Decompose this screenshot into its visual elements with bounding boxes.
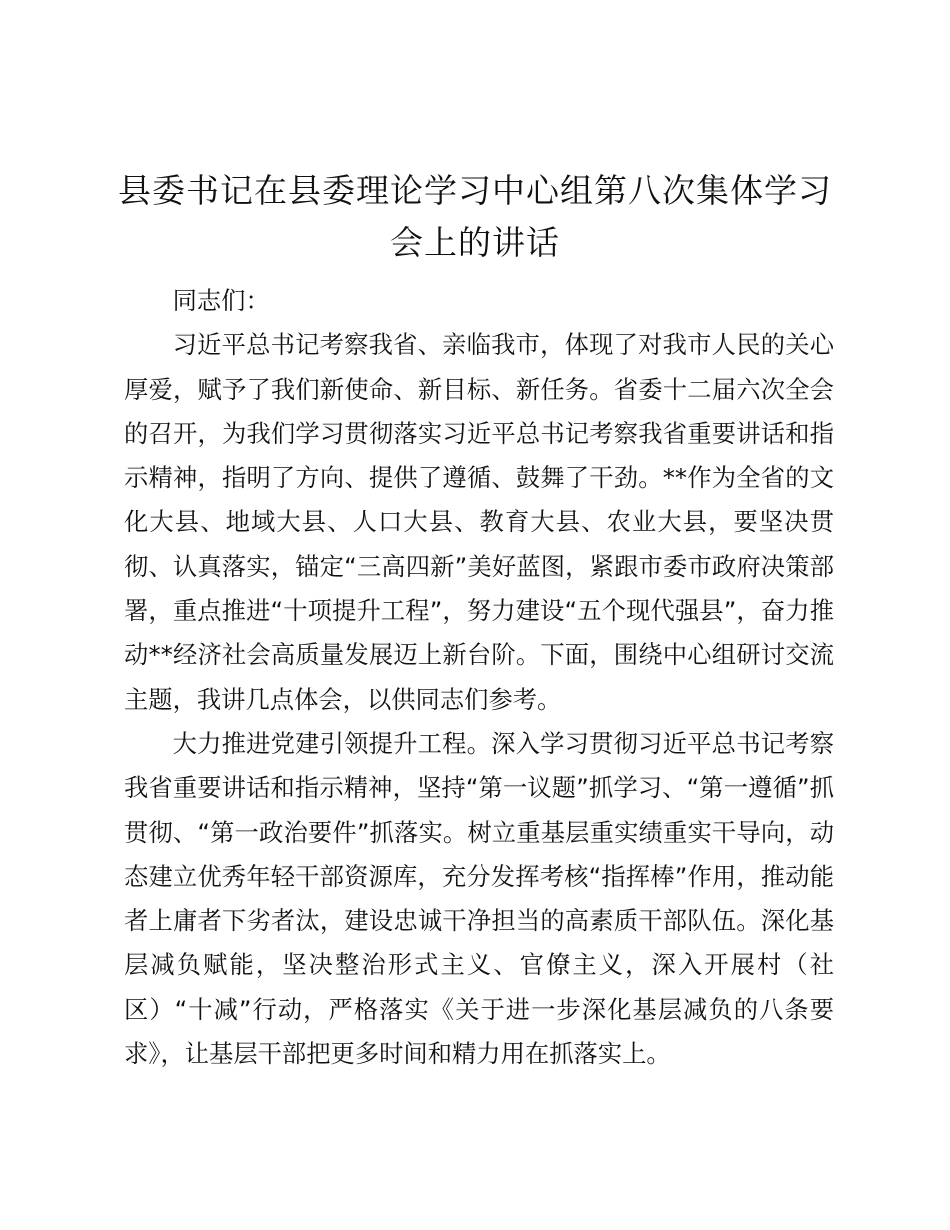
document-title: 县委书记在县委理论学习中心组第八次集体学习会上的讲话 bbox=[118, 171, 832, 262]
document-body bbox=[124, 279, 834, 1076]
paragraph-intro: 习近平总书记考察我省、亲临我市，体现了对我市人民的关心厚爱，赋予了我们新使命、新目标、新任务。省委十二届六次全会的召开，为我们学习贯彻落实习近平总书记考察我省重要讲话和指示精神，指明了方向、提供了遵循、鼓舞了干劲。**作为全省的文化大县、地域大县、人口大县、教育大县、农业大县，要坚决贯彻、认真落实，锚定“三高四新”美好蓝图，紧跟市委市政府决策部署，重点推进“十项提升工程”，努力建设“五个现代强县”，奋力推动**经济社会高质量发展迈上新台阶。下面，围绕中心组研讨交流主题，我讲几点体会，以供同志们参考。 bbox=[124, 330, 834, 714]
salutation: 同志们： bbox=[172, 286, 270, 315]
paragraph-party-building: 大力推进党建引领提升工程。深入学习贯彻习近平总书记考察我省重要讲话和指示精神，坚持“第一议题”抓学习、“第一遵循”抓贯彻、“第一政治要件”抓落实。树立重基层重实绩重实干导向，动态建立优秀年轻干部资源库，充分发挥考核“指挥棒”作用，推动能者上庸者下劣者汰，建设忠诚干净担当的高素质干部队伍。深化基层减负赋能，坚决整治形式主义、官僚主义，深入开展村（社区）“十减”行动，严格落实《关于进一步深化基层减负的八条要求》，让基层干部把更多时间和精力用在抓落实上。 bbox=[124, 728, 834, 1069]
